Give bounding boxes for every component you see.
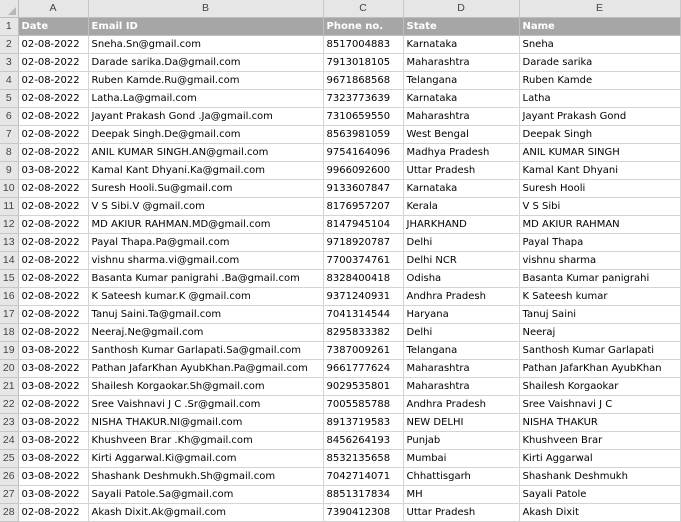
- cell-phone[interactable]: 9133607847: [323, 180, 403, 198]
- cell-date[interactable]: 03-08-2022: [18, 162, 88, 180]
- cell-state[interactable]: MH: [403, 486, 519, 504]
- table-row: [0, 144, 680, 162]
- cell-state[interactable]: Delhi: [403, 234, 519, 252]
- cell-state[interactable]: Maharashtra: [403, 360, 519, 378]
- table-row: [0, 414, 680, 432]
- cell-email[interactable]: Basanta Kumar panigrahi .Ba@gmail.com: [88, 270, 323, 288]
- table-row: [0, 54, 680, 72]
- row-header[interactable]: 1: [0, 18, 18, 36]
- cell-phone[interactable]: 7700374761: [323, 252, 403, 270]
- cell-name[interactable]: Jayant Prakash Gond: [519, 108, 680, 126]
- cell-email[interactable]: Deepak Singh.De@gmail.com: [88, 126, 323, 144]
- table-row: [0, 306, 680, 324]
- table-row: [0, 108, 680, 126]
- row-header[interactable]: 18: [0, 324, 18, 342]
- cell-state[interactable]: Haryana: [403, 306, 519, 324]
- table-row: [0, 378, 680, 396]
- cell-date[interactable]: 02-08-2022: [18, 270, 88, 288]
- select-all-triangle-icon: [8, 7, 16, 15]
- row-header[interactable]: 5: [0, 90, 18, 108]
- row-header[interactable]: 10: [0, 180, 18, 198]
- cell-state[interactable]: Andhra Pradesh: [403, 288, 519, 306]
- cell-phone[interactable]: 8147945104: [323, 216, 403, 234]
- cell-name[interactable]: MD AKIUR RAHMAN: [519, 216, 680, 234]
- table-row: [0, 504, 680, 522]
- row-header[interactable]: 14: [0, 252, 18, 270]
- table-row: [0, 126, 680, 144]
- cell-name[interactable]: Payal Thapa: [519, 234, 680, 252]
- cell-state[interactable]: Punjab: [403, 432, 519, 450]
- cell-phone[interactable]: 7005585788: [323, 396, 403, 414]
- table-row: [0, 198, 680, 216]
- table-row: [0, 288, 680, 306]
- header-cell-phone[interactable]: Phone no.: [323, 18, 403, 36]
- header-cell-state[interactable]: State: [403, 18, 519, 36]
- cell-phone[interactable]: 7041314544: [323, 306, 403, 324]
- cell-phone[interactable]: 7042714071: [323, 468, 403, 486]
- cell-state[interactable]: Andhra Pradesh: [403, 396, 519, 414]
- cell-date[interactable]: 02-08-2022: [18, 72, 88, 90]
- row-header[interactable]: 12: [0, 216, 18, 234]
- cell-email[interactable]: vishnu sharma.vi@gmail.com: [88, 252, 323, 270]
- cell-date[interactable]: 02-08-2022: [18, 306, 88, 324]
- cell-phone[interactable]: 8456264193: [323, 432, 403, 450]
- column-header-row: [0, 0, 680, 18]
- cell-state[interactable]: West Bengal: [403, 126, 519, 144]
- cell-state[interactable]: Odisha: [403, 270, 519, 288]
- cell-date[interactable]: 02-08-2022: [18, 54, 88, 72]
- table-row: [0, 36, 680, 54]
- cell-date[interactable]: 03-08-2022: [18, 432, 88, 450]
- cell-email[interactable]: Pathan JafarKhan AyubKhan.Pa@gmail.com: [88, 360, 323, 378]
- cell-email[interactable]: Khushveen Brar .Kh@gmail.com: [88, 432, 323, 450]
- cell-email[interactable]: Darade sarika.Da@gmail.com: [88, 54, 323, 72]
- cell-name[interactable]: ANIL KUMAR SINGH: [519, 144, 680, 162]
- cell-date[interactable]: 02-08-2022: [18, 144, 88, 162]
- select-all-corner[interactable]: [0, 0, 18, 18]
- cell-email[interactable]: MD AKIUR RAHMAN.MD@gmail.com: [88, 216, 323, 234]
- cell-name[interactable]: vishnu sharma: [519, 252, 680, 270]
- cell-email[interactable]: Sneha.Sn@gmail.com: [88, 36, 323, 54]
- cell-state[interactable]: Telangana: [403, 72, 519, 90]
- table-row: [0, 432, 680, 450]
- row-header[interactable]: 17: [0, 306, 18, 324]
- table-row: [0, 486, 680, 504]
- cell-date[interactable]: 02-08-2022: [18, 216, 88, 234]
- cell-date[interactable]: 02-08-2022: [18, 234, 88, 252]
- row-header[interactable]: 15: [0, 270, 18, 288]
- cell-date[interactable]: 03-08-2022: [18, 450, 88, 468]
- cell-email[interactable]: Ruben Kamde.Ru@gmail.com: [88, 72, 323, 90]
- row-header[interactable]: 4: [0, 72, 18, 90]
- cell-date[interactable]: 02-08-2022: [18, 90, 88, 108]
- row-header[interactable]: 21: [0, 378, 18, 396]
- cell-email[interactable]: Suresh Hooli.Su@gmail.com: [88, 180, 323, 198]
- cell-phone[interactable]: 8532135658: [323, 450, 403, 468]
- table-row: [0, 252, 680, 270]
- row-header[interactable]: 28: [0, 504, 18, 522]
- row-header[interactable]: 19: [0, 342, 18, 360]
- cell-date[interactable]: 02-08-2022: [18, 36, 88, 54]
- cell-phone[interactable]: 7310659550: [323, 108, 403, 126]
- cell-phone[interactable]: 9754164096: [323, 144, 403, 162]
- cell-email[interactable]: Tanuj Saini.Ta@gmail.com: [88, 306, 323, 324]
- cell-date[interactable]: 03-08-2022: [18, 378, 88, 396]
- cell-email[interactable]: Neeraj.Ne@gmail.com: [88, 324, 323, 342]
- cell-email[interactable]: V S Sibi.V @gmail.com: [88, 198, 323, 216]
- table-row: [0, 270, 680, 288]
- cell-phone[interactable]: 8913719583: [323, 414, 403, 432]
- cell-state[interactable]: Madhya Pradesh: [403, 144, 519, 162]
- cell-date[interactable]: 02-08-2022: [18, 504, 88, 522]
- cell-email[interactable]: Payal Thapa.Pa@gmail.com: [88, 234, 323, 252]
- cell-email[interactable]: Kirti Aggarwal.Ki@gmail.com: [88, 450, 323, 468]
- cell-email[interactable]: Sayali Patole.Sa@gmail.com: [88, 486, 323, 504]
- cell-email[interactable]: Shashank Deshmukh.Sh@gmail.com: [88, 468, 323, 486]
- table-row: [0, 468, 680, 486]
- cell-name[interactable]: Akash Dixit: [519, 504, 680, 522]
- cell-state[interactable]: Chhattisgarh: [403, 468, 519, 486]
- cell-state[interactable]: Karnataka: [403, 90, 519, 108]
- cell-date[interactable]: 03-08-2022: [18, 486, 88, 504]
- cell-phone[interactable]: 8176957207: [323, 198, 403, 216]
- table-row: [0, 234, 680, 252]
- cell-name[interactable]: Sneha: [519, 36, 680, 54]
- cell-phone[interactable]: 7390412308: [323, 504, 403, 522]
- cell-name[interactable]: Deepak Singh: [519, 126, 680, 144]
- table-row: [0, 360, 680, 378]
- table-header-row: [0, 18, 680, 36]
- column-header-a[interactable]: A: [18, 0, 88, 18]
- cell-name[interactable]: NISHA THAKUR: [519, 414, 680, 432]
- cell-date[interactable]: 03-08-2022: [18, 342, 88, 360]
- cell-date[interactable]: 03-08-2022: [18, 468, 88, 486]
- cell-phone[interactable]: 9029535801: [323, 378, 403, 396]
- cell-date[interactable]: 02-08-2022: [18, 126, 88, 144]
- row-header[interactable]: 2: [0, 36, 18, 54]
- row-header[interactable]: 26: [0, 468, 18, 486]
- cell-email[interactable]: K Sateesh kumar.K @gmail.com: [88, 288, 323, 306]
- cell-name[interactable]: Pathan JafarKhan AyubKhan: [519, 360, 680, 378]
- cell-phone[interactable]: 9718920787: [323, 234, 403, 252]
- cell-name[interactable]: Sayali Patole: [519, 486, 680, 504]
- cell-name[interactable]: Darade sarika: [519, 54, 680, 72]
- cell-name[interactable]: Ruben Kamde: [519, 72, 680, 90]
- cell-name[interactable]: Santhosh Kumar Garlapati: [519, 342, 680, 360]
- cell-name[interactable]: Shailesh Korgaokar: [519, 378, 680, 396]
- row-header[interactable]: 25: [0, 450, 18, 468]
- cell-phone[interactable]: 9371240931: [323, 288, 403, 306]
- cell-date[interactable]: 02-08-2022: [18, 324, 88, 342]
- cell-date[interactable]: 02-08-2022: [18, 396, 88, 414]
- cell-state[interactable]: Mumbai: [403, 450, 519, 468]
- cell-phone[interactable]: 8295833382: [323, 324, 403, 342]
- cell-phone[interactable]: 8851317834: [323, 486, 403, 504]
- cell-name[interactable]: Sree Vaishnavi J C: [519, 396, 680, 414]
- header-cell-name[interactable]: Name: [519, 18, 680, 36]
- cell-state[interactable]: JHARKHAND: [403, 216, 519, 234]
- cell-email[interactable]: Akash Dixit.Ak@gmail.com: [88, 504, 323, 522]
- cell-date[interactable]: 03-08-2022: [18, 360, 88, 378]
- cell-email[interactable]: Santhosh Kumar Garlapati.Sa@gmail.com: [88, 342, 323, 360]
- cell-date[interactable]: 02-08-2022: [18, 288, 88, 306]
- row-header[interactable]: 7: [0, 126, 18, 144]
- cell-date[interactable]: 02-08-2022: [18, 252, 88, 270]
- table-row: [0, 180, 680, 198]
- row-header[interactable]: 24: [0, 432, 18, 450]
- cell-email[interactable]: Shailesh Korgaokar.Sh@gmail.com: [88, 378, 323, 396]
- cell-state[interactable]: Uttar Pradesh: [403, 504, 519, 522]
- row-header[interactable]: 9: [0, 162, 18, 180]
- cell-state[interactable]: Uttar Pradesh: [403, 162, 519, 180]
- cell-name[interactable]: Neeraj: [519, 324, 680, 342]
- column-header-e[interactable]: E: [519, 0, 680, 18]
- table-row: [0, 342, 680, 360]
- table-row: [0, 450, 680, 468]
- cell-name[interactable]: Kamal Kant Dhyani: [519, 162, 680, 180]
- header-cell-email[interactable]: Email ID: [88, 18, 323, 36]
- table-row: [0, 216, 680, 234]
- cell-state[interactable]: Maharashtra: [403, 108, 519, 126]
- cell-phone[interactable]: 8328400418: [323, 270, 403, 288]
- row-header[interactable]: 16: [0, 288, 18, 306]
- cell-state[interactable]: Karnataka: [403, 180, 519, 198]
- row-header[interactable]: 11: [0, 198, 18, 216]
- table-row: [0, 396, 680, 414]
- cell-name[interactable]: Tanuj Saini: [519, 306, 680, 324]
- cell-email[interactable]: NISHA THAKUR.NI@gmail.com: [88, 414, 323, 432]
- grid-body: [0, 18, 680, 522]
- cell-state[interactable]: Maharashtra: [403, 54, 519, 72]
- row-header[interactable]: 27: [0, 486, 18, 504]
- row-header[interactable]: 8: [0, 144, 18, 162]
- table-row: [0, 72, 680, 90]
- cell-phone[interactable]: 7387009261: [323, 342, 403, 360]
- cell-phone[interactable]: 7323773639: [323, 90, 403, 108]
- cell-date[interactable]: 02-08-2022: [18, 198, 88, 216]
- row-header[interactable]: 6: [0, 108, 18, 126]
- cell-email[interactable]: ANIL KUMAR SINGH.AN@gmail.com: [88, 144, 323, 162]
- cell-phone[interactable]: 7913018105: [323, 54, 403, 72]
- cell-name[interactable]: Shashank Deshmukh: [519, 468, 680, 486]
- cell-phone[interactable]: 9661777624: [323, 360, 403, 378]
- cell-email[interactable]: Sree Vaishnavi J C .Sr@gmail.com: [88, 396, 323, 414]
- cell-name[interactable]: Basanta Kumar panigrahi: [519, 270, 680, 288]
- table-row: [0, 162, 680, 180]
- column-header-b[interactable]: B: [88, 0, 323, 18]
- cell-phone[interactable]: 9671868568: [323, 72, 403, 90]
- cell-name[interactable]: V S Sibi: [519, 198, 680, 216]
- cell-name[interactable]: Kirti Aggarwal: [519, 450, 680, 468]
- header-cell-date[interactable]: Date: [18, 18, 88, 36]
- row-header[interactable]: 22: [0, 396, 18, 414]
- cell-email[interactable]: Latha.La@gmail.com: [88, 90, 323, 108]
- cell-name[interactable]: Suresh Hooli: [519, 180, 680, 198]
- cell-phone[interactable]: 8563981059: [323, 126, 403, 144]
- column-header-c[interactable]: C: [323, 0, 403, 18]
- cell-email[interactable]: Kamal Kant Dhyani.Ka@gmail.com: [88, 162, 323, 180]
- table-row: [0, 324, 680, 342]
- row-header[interactable]: 13: [0, 234, 18, 252]
- cell-state[interactable]: Delhi NCR: [403, 252, 519, 270]
- row-header[interactable]: 3: [0, 54, 18, 72]
- cell-date[interactable]: 02-08-2022: [18, 180, 88, 198]
- cell-state[interactable]: Delhi: [403, 324, 519, 342]
- cell-state[interactable]: Maharashtra: [403, 378, 519, 396]
- cell-phone[interactable]: 8517004883: [323, 36, 403, 54]
- row-header[interactable]: 20: [0, 360, 18, 378]
- cell-date[interactable]: 02-08-2022: [18, 108, 88, 126]
- cell-date[interactable]: 03-08-2022: [18, 414, 88, 432]
- cell-name[interactable]: Latha: [519, 90, 680, 108]
- cell-name[interactable]: K Sateesh kumar: [519, 288, 680, 306]
- cell-state[interactable]: Telangana: [403, 342, 519, 360]
- cell-name[interactable]: Khushveen Brar: [519, 432, 680, 450]
- cell-state[interactable]: NEW DELHI: [403, 414, 519, 432]
- cell-phone[interactable]: 9966092600: [323, 162, 403, 180]
- row-header[interactable]: 23: [0, 414, 18, 432]
- cell-state[interactable]: Kerala: [403, 198, 519, 216]
- column-header-d[interactable]: D: [403, 0, 519, 18]
- cell-email[interactable]: Jayant Prakash Gond .Ja@gmail.com: [88, 108, 323, 126]
- table-row: [0, 90, 680, 108]
- cell-state[interactable]: Karnataka: [403, 36, 519, 54]
